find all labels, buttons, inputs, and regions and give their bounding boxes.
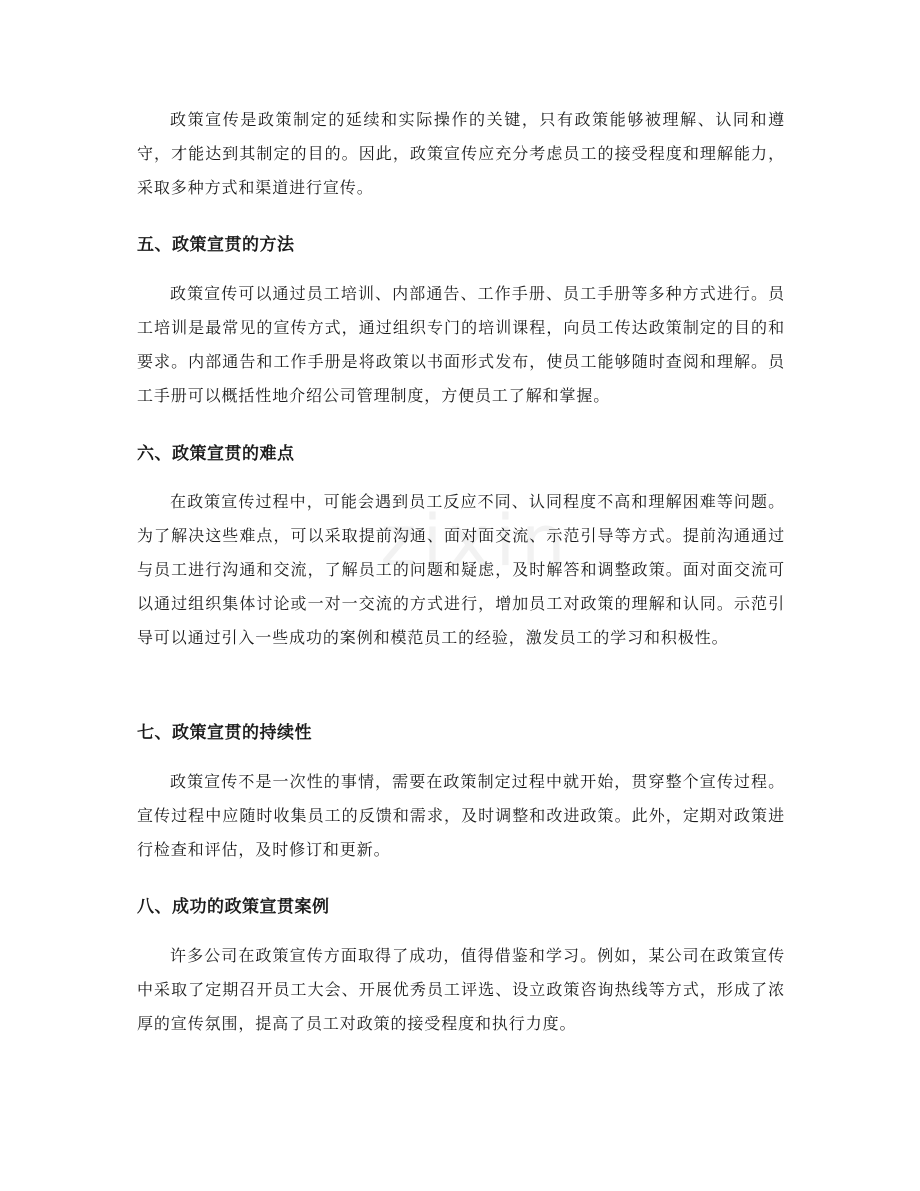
- paragraph-intro: 政策宣传是政策制定的延续和实际操作的关键，只有政策能够被理解、认同和遵守，才能达到其制定的目的。因此，政策宣传应充分考虑员工的接受程度和理解能力，采取多种方式和渠道进行宣传。: [137, 110, 785, 197]
- paragraph-section-8: 许多公司在政策宣传方面取得了成功，值得借鉴和学习。例如，某公司在政策宣传中采取了定期召开员工大会、开展优秀员工评选、设立政策咨询热线等方式，形成了浓厚的宣传氛围，提高了员工对政策的接受程度和执行力度。: [137, 946, 785, 1033]
- watermark: zixin: [380, 500, 572, 582]
- paragraph-section-5: 政策宣传可以通过员工培训、内部通告、工作手册、员工手册等多种方式进行。员工培训是最常见的宣传方式，通过组织专门的培训课程，向员工传达政策制定的目的和要求。内部通告和工作手册是将政策以书面形式发布，使员工能够随时查阅和理解。员工手册可以概括性地介绍公司管理制度，方便员工了解和掌握。: [137, 284, 785, 405]
- heading-section-5: 五、政策宣贯的方法: [137, 235, 295, 255]
- heading-section-7: 七、政策宣贯的持续性: [137, 723, 312, 743]
- heading-section-6: 六、政策宣贯的难点: [137, 444, 295, 464]
- paragraph-section-6: 在政策宣传过程中，可能会遇到员工反应不同、认同程度不高和理解困难等问题。为了解决这些难点，可以采取提前沟通、面对面交流、示范引导等方式。提前沟通通过与员工进行沟通和交流，了解员工的问题和疑虑，及时解答和调整政策。面对面交流可以通过组织集体讨论或一对一交流的方式进行，增加员工对政策的理解和认同。示范引导可以通过引入一些成功的案例和模范员工的经验，激发员工的学习和积极性。: [137, 492, 785, 647]
- heading-section-8: 八、成功的政策宣贯案例: [137, 897, 330, 917]
- paragraph-section-7: 政策宣传不是一次性的事情，需要在政策制定过程中就开始，贯穿整个宣传过程。宣传过程中应随时收集员工的反馈和需求，及时调整和改进政策。此外，定期对政策进行检查和评估，及时修订和更新。: [137, 772, 785, 859]
